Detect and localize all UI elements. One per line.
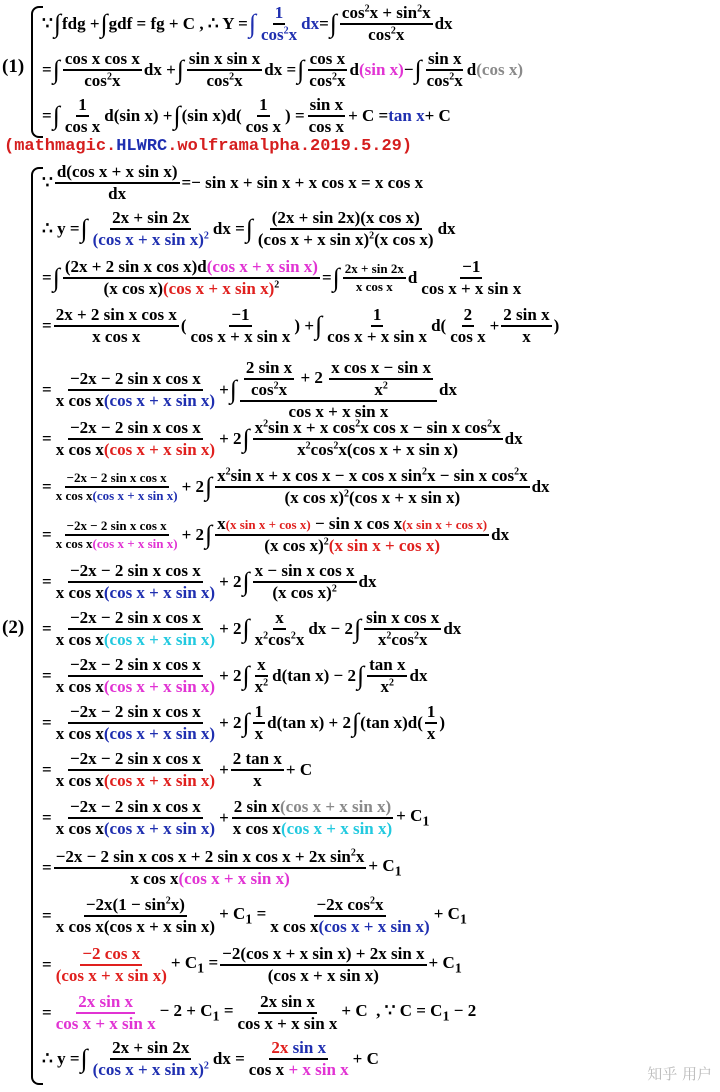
s2-line-13: = $\frac{\text{−2x − 2 sin x cos x}}{\text{x cos x(cos x + x sin x)}}$ + $\frac{\text{2 tan x}}{x}$ + C <box>42 749 313 790</box>
s2-line-16: = $\frac{-2x(1 - \sin^2x)}{\text{x cos x(cos x + x sin x)}}$ + $C_1$ = $\frac{-2x \cos^2x}{\text{x cos x(cos x + x sin x)}}$ + $C_1$ <box>42 895 467 936</box>
s2-line-1: ∵ $\frac{\text{d(cos x + x sin x)}}{dx}$ =− sin x + sin x + x cos x = x cos x <box>42 162 424 203</box>
s2-line-5: = $\frac{\text{−2x − 2 sin x cos x}}{\text{x cos x(cos x + x sin x)}}$ + ∫ $\frac{\text{2 sin x}}{\cos^2x}$ + 2 $\frac{\text{x cos x − sin x}}{x^2}$ cos x + x sin x dx <box>42 358 457 421</box>
s2-line-17: = $\frac{\text{−2 cos x}}{\text{(cos x + x sin x)}}$ + $C_1$ = $\frac{\text{−2(cos x + x sin x) + 2x sin x}}{\text{(cos x + x sin x)}}$ + $C_1$ <box>42 944 462 985</box>
s2-line-10: = $\frac{\text{−2x − 2 sin x cos x}}{\text{x cos x(cos x + x sin x)}}$ + 2 ∫ $\frac{x}{x^2\cos^2x}$ dx − 2 ∫ $\frac{\text{sin x cos x}}{x^2\cos^2x}$ dx <box>42 608 462 649</box>
s2-line-15: = $\frac{-2x - 2 \sin x \cos x + 2 \sin x \cos x + 2x \sin^2x}{\text{x cos x(cos x + x sin x)}}$ + $C_1$ <box>42 847 402 888</box>
s2-line-11: = $\frac{\text{−2x − 2 sin x cos x}}{\text{x cos x(cos x + x sin x)}}$ + 2 ∫ $\frac{x}{x^2}$ d(tan x) − 2 ∫ $\frac{\text{tan x}}{x^2}$ dx <box>42 655 428 696</box>
s2-line-14: = $\frac{\text{−2x − 2 sin x cos x}}{\text{x cos x(cos x + x sin x)}}$ + $\frac{\text{2 sin x(cos x + x sin x)}}{\text{x cos x(cos x + x sin x)}}$ + $C_1$ <box>42 797 430 838</box>
s2-line-18: = $\frac{\text{2x sin x}}{\text{cos x + x sin x}}$ − $2 + C_1$ = $\frac{\text{2x sin x}}{\text{cos x + x sin x}}$ + C , ∵ $C = C_1 - 2$ <box>42 992 477 1033</box>
section-1-label: (1) <box>2 56 25 77</box>
s2-line-3: = ∫ $\frac{\text{(2x + 2 sin x cos x)d(cos x + x sin x)}}{(x \cos x)(\cos x + x \sin x)^2}$ = ∫ $\frac{2x + \sin 2x}{\text{x cos x}}$ d $\frac{-1}{\text{cos x + x sin x}}$ <box>42 257 522 298</box>
s1-line-3: = ∫ $\frac{1}{\text{cos x}}$ d(sin x) + ∫ (sin x)d( $\frac{1}{\text{cos x}}$ ) = $\frac{\text{sin x}}{\text{cos x}}$ + C = tan x + C <box>42 95 451 136</box>
s1-line-1: ∵ ∫ fdg + ∫ gdf = fg + C , ∴ Y = ∫ $\frac{1}{\cos^2x}$ dx = ∫ $\frac{\cos^2x + \sin^2x}{\cos^2x}$ dx <box>42 3 453 44</box>
section-2-label: (2) <box>2 617 25 638</box>
s2-line-7: = $\frac{\text{−2x − 2 sin x cos x}}{\text{x cos x(cos x + x sin x)}}$ + 2 ∫ $\frac{x^2\sin x + x \cos x - x \cos x \sin^2x - \sin x \cos^2x}{(x \cos x)^2(\cos x + x \sin x)}$ dx <box>42 466 550 507</box>
s2-line-2: ∴ y = ∫ $\frac{2x + \sin 2x}{(\cos x + x \sin x)^2}$ dx = ∫ $\frac{\text{(2x + sin 2x)(x cos x)}}{(\cos x + x \sin x)^2(x \cos x)}$ dx <box>42 208 456 249</box>
s2-line-12: = $\frac{\text{−2x − 2 sin x cos x}}{\text{x cos x(cos x + x sin x)}}$ + 2 ∫ $\frac{1}{x}$ d(tan x) + 2 ∫ (tan x)d( $\frac{1}{x}$ ) <box>42 702 446 743</box>
s2-line-6: = $\frac{\text{−2x − 2 sin x cos x}}{\text{x cos x(cos x + x sin x)}}$ + 2 ∫ $\frac{x^2\sin x + x \cos^2x \cos x - \sin x \cos^2x}{x^2\cos^2x(\cos x + x \sin x)}$ dx <box>42 418 523 459</box>
s2-line-19: ∴ y = ∫ $\frac{2x + \sin 2x}{(\cos x + x \sin x)^2}$ dx = $\frac{\text{2x sin x}}{\text{cos x + x sin x}}$ + C <box>42 1038 379 1079</box>
s2-line-8: = $\frac{\text{−2x − 2 sin x cos x}}{\text{x cos x(cos x + x sin x)}}$ + 2 ∫ $\frac{\text{x(x sin x + cos x) − sin x cos x(x sin x + cos x)}}{(x \cos x)^2(x \sin x + \cos x)}$ dx <box>42 514 510 555</box>
s2-line-4: = $\frac{\text{2x + 2 sin x cos x}}{\text{x cos x}}$ ( $\frac{-1}{\text{cos x + x sin x}}$ ) + ∫ $\frac{1}{\text{cos x + x sin x}}$ d( $\frac{2}{\text{cos x}}$ + $\frac{\text{2 sin x}}{x}$ ) <box>42 305 560 346</box>
s2-line-9: = $\frac{\text{−2x − 2 sin x cos x}}{\text{x cos x(cos x + x sin x)}}$ + 2 ∫ $\frac{\text{x − sin x cos x}}{(x \cos x)^2}$ dx <box>42 561 377 602</box>
watermark: 知乎 用户 <box>647 1065 712 1083</box>
s1-line-2: = ∫ $\frac{\text{cos x cos x}}{\cos^2x}$ dx + ∫ $\frac{\text{sin x sin x}}{\cos^2x}$ dx = ∫ $\frac{\text{cos x}}{\cos^2x}$ d (sin x) − ∫ $\frac{\text{sin x}}{\cos^2x}$ d (cos x) <box>42 49 523 90</box>
credit-line: (mathmagic.HLWRC.wolframalpha.2019.5.29) <box>4 137 413 156</box>
